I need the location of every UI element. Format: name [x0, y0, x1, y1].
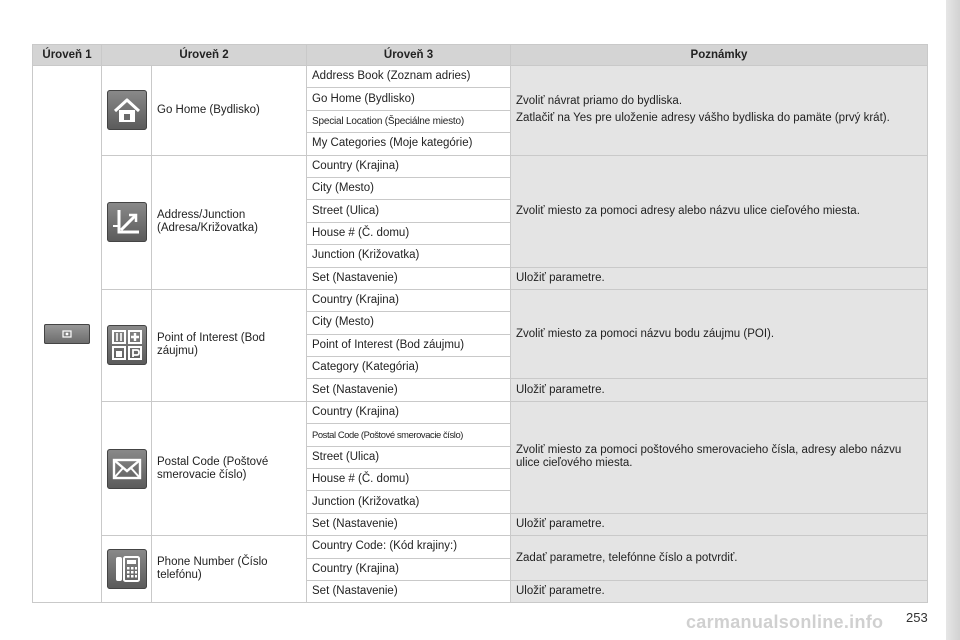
- level2-label: Postal Code (Poštové smerovacie číslo): [152, 401, 307, 535]
- note-cell: Zadať parametre, telefónne číslo a potvrdiť.: [511, 536, 928, 581]
- set-note: Uložiť parametre.: [511, 267, 928, 289]
- junction-icon: [107, 202, 147, 242]
- level3-item: Address Book (Zoznam adries): [307, 66, 511, 88]
- group-icon-cell: [102, 289, 152, 401]
- level3-item: Country (Krajina): [307, 558, 511, 580]
- home-icon: [107, 90, 147, 130]
- level2-label: Address/Junction (Adresa/Križovatka): [152, 155, 307, 289]
- level3-item: House # (Č. domu): [307, 469, 511, 491]
- level3-set-item: Set (Nastavenie): [307, 267, 511, 289]
- poi-icon: [107, 325, 147, 365]
- header-level1: Úroveň 1: [33, 45, 102, 66]
- level3-item: City (Mesto): [307, 312, 511, 334]
- note-text: Zatlačiť na Yes pre uloženie adresy vášho bydliska do pamäte (prvý krát).: [516, 112, 890, 125]
- level3-item: My Categories (Moje kategórie): [307, 133, 511, 155]
- table-row: [33, 289, 928, 311]
- level3-item: Category (Kategória): [307, 357, 511, 379]
- level3-item: Street (Ulica): [307, 200, 511, 222]
- set-note: Uložiť parametre.: [511, 379, 928, 401]
- level3-item: Country (Krajina): [307, 155, 511, 177]
- table-row: [33, 536, 928, 558]
- page-edge-strip: [946, 0, 960, 640]
- group-icon-cell: [102, 536, 152, 603]
- level3-item: Street (Ulica): [307, 446, 511, 468]
- phone-icon: [107, 549, 147, 589]
- header-notes: Poznámky: [511, 45, 928, 66]
- watermark: carmanualsonline.info: [686, 612, 884, 632]
- level3-item: Country (Krajina): [307, 289, 511, 311]
- group-icon-cell: [102, 155, 152, 289]
- group-icon-cell: [102, 401, 152, 535]
- note-cell: [511, 66, 928, 156]
- note-text: Zvoliť návrat priamo do bydliska.: [516, 95, 683, 108]
- level3-set-item: Set (Nastavenie): [307, 580, 511, 602]
- level3-item: Junction (Križovatka): [307, 245, 511, 267]
- level3-item: Special Location (Špeciálne miesto): [307, 110, 511, 132]
- note-cell: Zvoliť miesto za pomoci poštového smerovacieho čísla, adresy alebo názvu ulice cieľového miesta.: [511, 401, 928, 513]
- navigation-menu-table: [32, 44, 928, 603]
- level1-cell: [33, 66, 102, 603]
- level3-set-item: Set (Nastavenie): [307, 379, 511, 401]
- level3-item: Country Code: (Kód krajiny:): [307, 536, 511, 558]
- level3-item: Point of Interest (Bod záujmu): [307, 334, 511, 356]
- level2-label: Go Home (Bydlisko): [152, 66, 307, 156]
- header-level2: Úroveň 2: [102, 45, 307, 66]
- navigation-menu-icon: [44, 324, 90, 344]
- note-cell: Zvoliť miesto za pomoci adresy alebo názvu ulice cieľového miesta.: [511, 155, 928, 267]
- envelope-icon: [107, 449, 147, 489]
- set-note: Uložiť parametre.: [511, 580, 928, 602]
- level3-item: Junction (Križovatka): [307, 491, 511, 513]
- level3-item: City (Mesto): [307, 177, 511, 199]
- table-row: [33, 401, 928, 423]
- header-level3: Úroveň 3: [307, 45, 511, 66]
- group-icon-cell: [102, 66, 152, 156]
- level3-item: Postal Code (Poštové smerovacie číslo): [307, 424, 511, 446]
- page-number: 253: [906, 610, 928, 625]
- table-header-row: [33, 45, 928, 66]
- set-note: Uložiť parametre.: [511, 513, 928, 535]
- level3-item: Country (Krajina): [307, 401, 511, 423]
- level3-item: House # (Č. domu): [307, 222, 511, 244]
- level3-set-item: Set (Nastavenie): [307, 513, 511, 535]
- level2-label: Point of Interest (Bod záujmu): [152, 289, 307, 401]
- table-row: [33, 66, 928, 88]
- level3-item: Go Home (Bydlisko): [307, 88, 511, 110]
- note-cell: Zvoliť miesto za pomoci názvu bodu záujmu (POI).: [511, 289, 928, 379]
- table-row: [33, 155, 928, 177]
- level2-label: Phone Number (Číslo telefónu): [152, 536, 307, 603]
